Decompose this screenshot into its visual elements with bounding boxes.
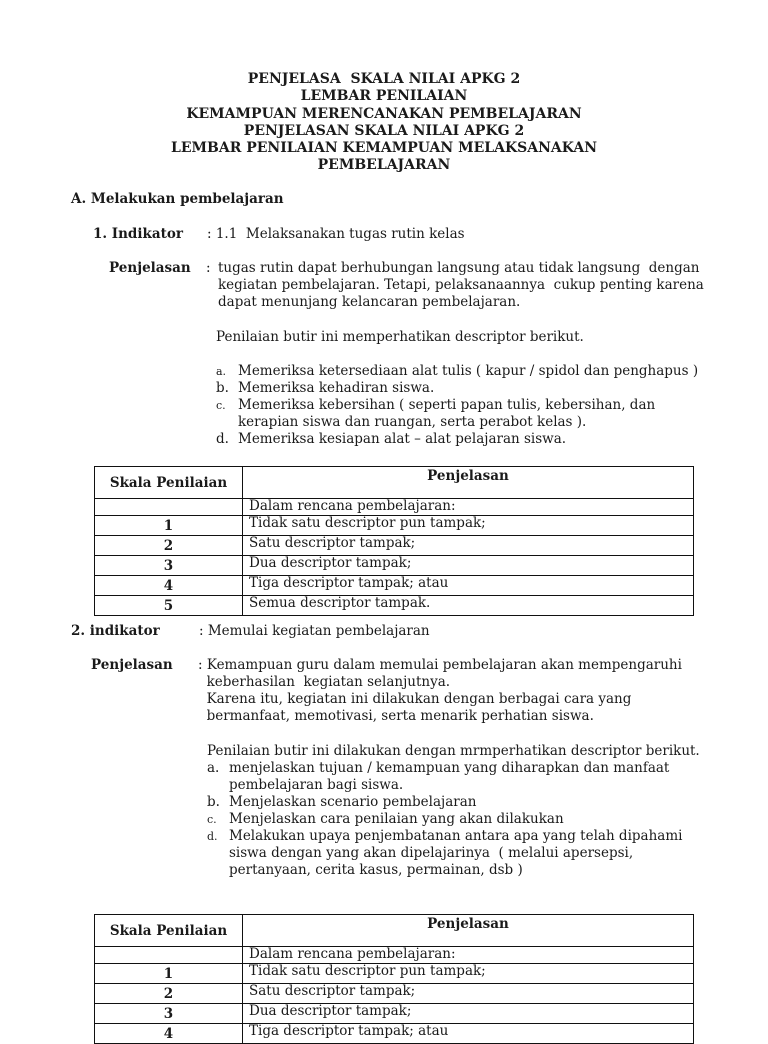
paragraph-line: bermanfaat, memotivasi, serta menarik perhatian siswa. [198,708,594,724]
list-item-text: Memeriksa kehadiran siswa. [238,380,435,396]
paragraph-line: tugas rutin dapat berhubungan langsung atau tidak langsung dengan [218,260,700,276]
list-marker: b. [207,794,220,810]
list-item-text: pertanyaan, cerita kasus, permainan, dsb ) [229,862,523,878]
scale-cell: 3 [95,556,243,576]
paragraph-line: keberhasilan kegiatan selanjutnya. [198,674,451,690]
scale-table [94,466,694,616]
indicator-heading: 2. indikator [71,623,160,639]
title-line: LEMBAR PENILAIAN [300,88,468,105]
description-cell: Dua descriptor tampak; [243,1004,694,1024]
description-cell: Tidak satu descriptor pun tampak; [243,964,694,984]
list-item [216,431,698,448]
description-cell: Tiga descriptor tampak; atau [243,1024,694,1044]
scale-cell: 2 [95,536,243,556]
description-cell: Satu descriptor tampak; [243,536,694,556]
title-line: LEMBAR PENILAIAN KEMAMPUAN MELAKSANAKAN [170,140,597,157]
descriptor-intro: Penilaian butir ini dilakukan dengan mrmperhatikan descriptor berikut. [207,743,700,759]
list-item-text: pembelajaran bagi siswa. [229,777,404,793]
indicator-heading: 1. Indikator [93,226,183,242]
penjelasan-label: Penjelasan [109,260,191,276]
list-item-text: Memeriksa kebersihan ( seperti papan tulis, kebersihan, dan [238,397,656,413]
column-header-scale: Skala Penilaian [95,467,243,499]
list-item-text: Melakukan upaya penjembatanan antara apa yang telah dipahami [229,828,683,844]
scale-table [94,914,694,1044]
paragraph-line: dapat menunjang kelancaran pembelajaran. [218,294,521,310]
column-header-penjelasan: Penjelasan [243,915,694,947]
title-line: PENJELASAN SKALA NILAI APKG 2 [243,122,525,139]
list-item-text: Memeriksa kesiapan alat – alat pelajaran siswa. [238,431,567,447]
descriptor-list [207,760,682,879]
table-row [95,947,694,964]
description-cell: Dalam rencana pembelajaran: [243,499,694,516]
table-row [95,964,694,984]
list-marker: a. [216,365,227,378]
description-cell: Dalam rencana pembelajaran: [243,947,694,964]
section-heading: A. Melakukan pembelajaran [71,191,284,207]
document-title [0,71,768,175]
list-marker: b. [216,380,229,396]
description-cell: Satu descriptor tampak; [243,984,694,1004]
list-item [207,760,682,794]
indicator-value: : 1.1 Melaksanakan tugas rutin kelas [207,226,465,242]
indicator-value: : Memulai kegiatan pembelajaran [199,623,430,639]
penjelasan-paragraph [218,260,704,311]
list-item-text: kerapian siswa dan ruangan, serta perabot kelas ). [238,414,587,430]
scale-cell: 1 [95,516,243,536]
table-row [95,984,694,1004]
table-row [95,1004,694,1024]
title-line: PEMBELAJARAN [317,157,451,174]
list-item [207,794,682,811]
table-row [95,556,694,576]
scale-cell: 1 [95,964,243,984]
paragraph-line: Karena itu, kegiatan ini dilakukan dengan berbagai cara yang [198,691,632,707]
table-header-row [95,467,694,499]
scale-cell: 2 [95,984,243,1004]
list-marker: d. [207,830,218,843]
list-marker: d. [216,431,229,447]
list-item-text: Memeriksa ketersediaan alat tulis ( kapur / spidol dan penghapus ) [238,363,699,379]
scale-cell: 3 [95,1004,243,1024]
column-header-scale: Skala Penilaian [95,915,243,947]
description-cell: Dua descriptor tampak; [243,556,694,576]
paragraph-line: : Kemampuan guru dalam memulai pembelajaran akan mempengaruhi [198,657,682,673]
title-line: KEMAMPUAN MERENCANAKAN PEMBELAJARAN [186,105,582,122]
list-marker: c. [207,813,217,826]
list-item [216,380,698,397]
list-item [216,363,698,380]
list-item-text: menjelaskan tujuan / kemampuan yang diharapkan dan manfaat [229,760,670,776]
list-marker: c. [216,399,226,412]
scale-cell [95,499,243,516]
paragraph-line: kegiatan pembelajaran. Tetapi, pelaksanaannya cukup penting karena [218,277,704,293]
description-cell: Tidak satu descriptor pun tampak; [243,516,694,536]
penjelasan-paragraph [198,657,682,725]
table-row [95,516,694,536]
scale-cell: 4 [95,1024,243,1044]
list-item [216,397,698,431]
scale-cell [95,947,243,964]
list-item-text: siswa dengan yang akan dipelajarinya ( melalui apersepsi, [229,845,634,861]
table-row [95,499,694,516]
description-cell: Tiga descriptor tampak; atau [243,576,694,596]
scale-cell: 5 [95,596,243,616]
table-row [95,576,694,596]
column-header-penjelasan: Penjelasan [243,467,694,499]
scale-cell: 4 [95,576,243,596]
penjelasan-colon: : [206,260,211,276]
table-header-row [95,915,694,947]
list-item-text: Menjelaskan cara penilaian yang akan dilakukan [229,811,564,827]
table-row [95,596,694,616]
descriptor-list [216,363,698,448]
descriptor-intro: Penilaian butir ini memperhatikan descriptor berikut. [216,329,584,345]
penjelasan-label: Penjelasan [91,657,173,673]
list-marker: a. [207,760,220,776]
table-row [95,1024,694,1044]
list-item [207,828,682,879]
title-line: PENJELASA SKALA NILAI APKG 2 [247,71,521,87]
list-item-text: Menjelaskan scenario pembelajaran [229,794,477,810]
table-row [95,536,694,556]
description-cell: Semua descriptor tampak. [243,596,694,616]
list-item [207,811,682,828]
